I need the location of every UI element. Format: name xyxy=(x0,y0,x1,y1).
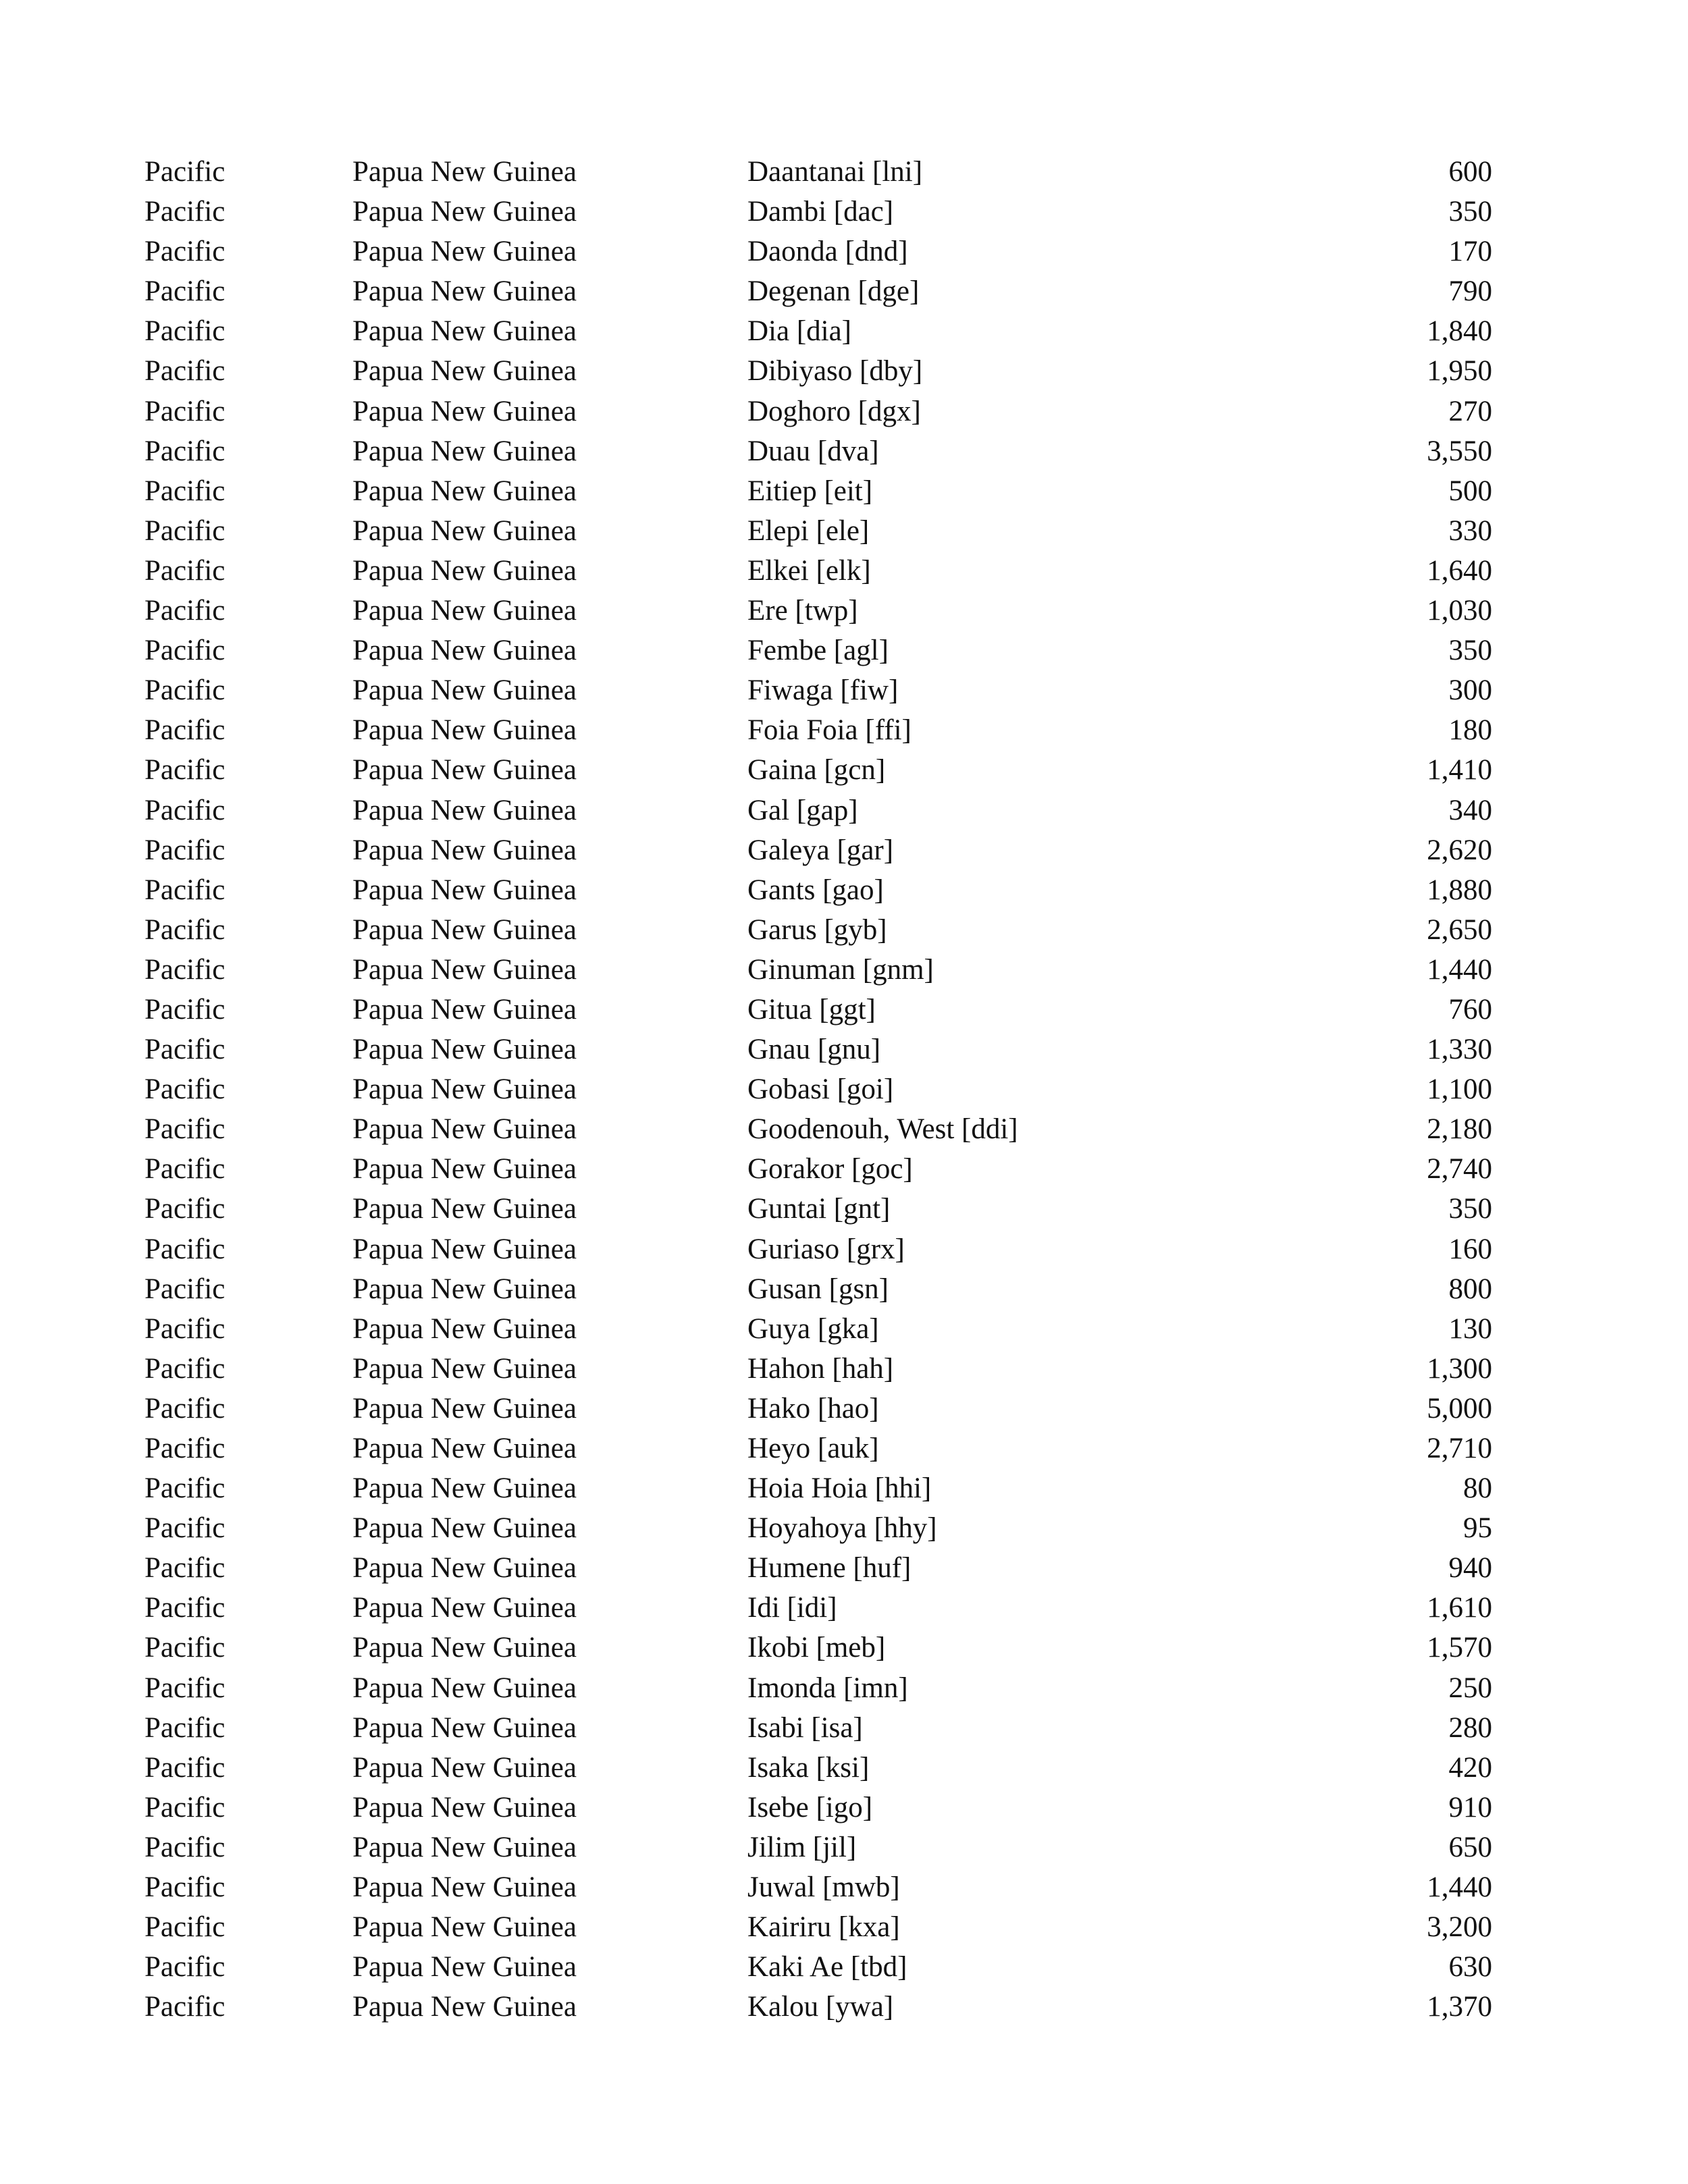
language-cell: Gants [gao] xyxy=(747,874,884,906)
population-cell: 1,370 xyxy=(1427,1991,1492,2023)
population-cell: 1,100 xyxy=(1427,1073,1492,1106)
population-cell: 170 xyxy=(1448,236,1492,268)
country-cell: Papua New Guinea xyxy=(352,674,577,707)
language-cell: Juwal [mwb] xyxy=(747,1871,900,1904)
language-cell: Gusan [gsn] xyxy=(747,1273,889,1305)
region-cell: Pacific xyxy=(144,1193,226,1225)
population-cell: 1,570 xyxy=(1427,1632,1492,1664)
population-cell: 800 xyxy=(1448,1273,1492,1305)
country-cell: Papua New Guinea xyxy=(352,1472,577,1505)
table-row xyxy=(0,1349,1688,1389)
language-cell: Daantanai [lni] xyxy=(747,156,923,188)
country-cell: Papua New Guinea xyxy=(352,595,577,627)
table-row xyxy=(0,1788,1688,1828)
region-cell: Pacific xyxy=(144,1352,226,1385)
language-cell: Elkei [elk] xyxy=(747,554,871,587)
country-cell: Papua New Guinea xyxy=(352,754,577,787)
country-cell: Papua New Guinea xyxy=(352,1632,577,1664)
population-cell: 180 xyxy=(1448,714,1492,747)
table-row xyxy=(0,950,1688,990)
population-cell: 910 xyxy=(1448,1791,1492,1823)
language-cell: Duau [dva] xyxy=(747,435,879,467)
country-cell: Papua New Guinea xyxy=(352,1512,577,1545)
language-cell: Eitiep [eit] xyxy=(747,475,873,507)
population-cell: 600 xyxy=(1448,156,1492,188)
country-cell: Papua New Guinea xyxy=(352,1113,577,1146)
population-cell: 1,880 xyxy=(1427,874,1492,906)
table-row xyxy=(0,192,1688,232)
population-cell: 790 xyxy=(1448,275,1492,308)
country-cell: Papua New Guinea xyxy=(352,1552,577,1584)
population-cell: 1,300 xyxy=(1427,1352,1492,1385)
table-row xyxy=(0,431,1688,471)
country-cell: Papua New Guinea xyxy=(352,1392,577,1424)
population-cell: 2,620 xyxy=(1427,834,1492,866)
country-cell: Papua New Guinea xyxy=(352,1831,577,1863)
region-cell: Pacific xyxy=(144,874,226,906)
region-cell: Pacific xyxy=(144,1592,226,1624)
population-cell: 650 xyxy=(1448,1831,1492,1863)
region-cell: Pacific xyxy=(144,1871,226,1904)
region-cell: Pacific xyxy=(144,1672,226,1704)
language-cell: Goodenouh, West [ddi] xyxy=(747,1113,1018,1146)
region-cell: Pacific xyxy=(144,1552,226,1584)
country-cell: Papua New Guinea xyxy=(352,196,577,228)
language-cell: Kairiru [kxa] xyxy=(747,1911,900,1944)
country-cell: Papua New Guinea xyxy=(352,1193,577,1225)
population-cell: 2,650 xyxy=(1427,913,1492,946)
table-row xyxy=(0,351,1688,391)
region-cell: Pacific xyxy=(144,1153,226,1186)
table-row xyxy=(0,392,1688,431)
table-row xyxy=(0,870,1688,910)
language-cell: Jilim [jil] xyxy=(747,1831,857,1863)
table-row xyxy=(0,311,1688,351)
table-row xyxy=(0,1389,1688,1429)
table-row xyxy=(0,1109,1688,1149)
population-cell: 940 xyxy=(1448,1552,1492,1584)
table-row xyxy=(0,1628,1688,1668)
language-cell: Imonda [imn] xyxy=(747,1672,908,1704)
region-cell: Pacific xyxy=(144,1472,226,1505)
table-row xyxy=(0,830,1688,870)
table-row xyxy=(0,1468,1688,1508)
language-cell: Hahon [hah] xyxy=(747,1352,894,1385)
population-cell: 3,550 xyxy=(1427,435,1492,467)
population-cell: 1,640 xyxy=(1427,554,1492,587)
region-cell: Pacific xyxy=(144,1233,226,1265)
population-cell: 80 xyxy=(1463,1472,1492,1505)
country-cell: Papua New Guinea xyxy=(352,1352,577,1385)
language-cell: Hako [hao] xyxy=(747,1392,879,1424)
table-row xyxy=(0,1867,1688,1907)
region-cell: Pacific xyxy=(144,595,226,627)
region-cell: Pacific xyxy=(144,475,226,507)
country-cell: Papua New Guinea xyxy=(352,1592,577,1624)
country-cell: Papua New Guinea xyxy=(352,275,577,308)
population-cell: 1,950 xyxy=(1427,355,1492,388)
country-cell: Papua New Guinea xyxy=(352,156,577,188)
region-cell: Pacific xyxy=(144,435,226,467)
country-cell: Papua New Guinea xyxy=(352,635,577,667)
country-cell: Papua New Guinea xyxy=(352,1153,577,1186)
table-row xyxy=(0,232,1688,271)
region-cell: Pacific xyxy=(144,635,226,667)
table-row xyxy=(0,1229,1688,1269)
region-cell: Pacific xyxy=(144,1273,226,1305)
country-cell: Papua New Guinea xyxy=(352,1871,577,1904)
population-cell: 300 xyxy=(1448,674,1492,707)
language-cell: Daonda [dnd] xyxy=(747,236,908,268)
table-row xyxy=(0,1189,1688,1229)
language-cell: Guntai [gnt] xyxy=(747,1193,891,1225)
language-cell: Fiwaga [fiw] xyxy=(747,674,899,707)
language-cell: Ere [twp] xyxy=(747,595,858,627)
language-cell: Gal [gap] xyxy=(747,794,858,826)
language-cell: Hoia Hoia [hhi] xyxy=(747,1472,932,1505)
language-cell: Elepi [ele] xyxy=(747,514,870,547)
language-cell: Dambi [dac] xyxy=(747,196,894,228)
table-row xyxy=(0,670,1688,710)
language-cell: Foia Foia [ffi] xyxy=(747,714,912,747)
country-cell: Papua New Guinea xyxy=(352,834,577,866)
region-cell: Pacific xyxy=(144,395,226,427)
population-cell: 3,200 xyxy=(1427,1911,1492,1944)
country-cell: Papua New Guinea xyxy=(352,1711,577,1744)
language-table xyxy=(0,152,1688,2027)
population-cell: 2,180 xyxy=(1427,1113,1492,1146)
country-cell: Papua New Guinea xyxy=(352,395,577,427)
language-cell: Ginuman [gnm] xyxy=(747,953,934,986)
language-cell: Gitua [ggt] xyxy=(747,993,876,1026)
table-row xyxy=(0,750,1688,790)
population-cell: 1,330 xyxy=(1427,1034,1492,1066)
table-row xyxy=(0,1987,1688,2027)
language-cell: Ikobi [meb] xyxy=(747,1632,886,1664)
region-cell: Pacific xyxy=(144,156,226,188)
country-cell: Papua New Guinea xyxy=(352,1751,577,1784)
region-cell: Pacific xyxy=(144,514,226,547)
region-cell: Pacific xyxy=(144,554,226,587)
country-cell: Papua New Guinea xyxy=(352,1233,577,1265)
language-cell: Dibiyaso [dby] xyxy=(747,355,923,388)
language-cell: Isebe [igo] xyxy=(747,1791,873,1823)
table-row xyxy=(0,1030,1688,1069)
language-cell: Fembe [agl] xyxy=(747,635,889,667)
country-cell: Papua New Guinea xyxy=(352,913,577,946)
population-cell: 330 xyxy=(1448,514,1492,547)
language-cell: Degenan [dge] xyxy=(747,275,920,308)
population-cell: 340 xyxy=(1448,794,1492,826)
population-cell: 350 xyxy=(1448,635,1492,667)
country-cell: Papua New Guinea xyxy=(352,554,577,587)
table-row xyxy=(0,271,1688,311)
population-cell: 500 xyxy=(1448,475,1492,507)
region-cell: Pacific xyxy=(144,674,226,707)
region-cell: Pacific xyxy=(144,1951,226,1983)
table-row xyxy=(0,1708,1688,1748)
table-row xyxy=(0,1149,1688,1189)
language-cell: Garus [gyb] xyxy=(747,913,887,946)
population-cell: 280 xyxy=(1448,1711,1492,1744)
table-row xyxy=(0,1828,1688,1867)
population-cell: 2,710 xyxy=(1427,1433,1492,1464)
table-row xyxy=(0,910,1688,950)
region-cell: Pacific xyxy=(144,355,226,388)
table-row xyxy=(0,591,1688,631)
region-cell: Pacific xyxy=(144,1312,226,1345)
country-cell: Papua New Guinea xyxy=(352,475,577,507)
language-cell: Gaina [gcn] xyxy=(747,754,886,787)
population-cell: 5,000 xyxy=(1427,1392,1492,1424)
country-cell: Papua New Guinea xyxy=(352,236,577,268)
language-cell: Hoyahoya [hhy] xyxy=(747,1512,937,1545)
country-cell: Papua New Guinea xyxy=(352,1791,577,1823)
country-cell: Papua New Guinea xyxy=(352,514,577,547)
language-cell: Galeya [gar] xyxy=(747,834,894,866)
table-row xyxy=(0,1429,1688,1468)
population-cell: 1,840 xyxy=(1427,315,1492,348)
population-cell: 270 xyxy=(1448,395,1492,427)
region-cell: Pacific xyxy=(144,1991,226,2023)
table-row xyxy=(0,631,1688,670)
population-cell: 350 xyxy=(1448,196,1492,228)
region-cell: Pacific xyxy=(144,196,226,228)
language-cell: Isabi [isa] xyxy=(747,1711,863,1744)
language-cell: Dia [dia] xyxy=(747,315,852,348)
country-cell: Papua New Guinea xyxy=(352,714,577,747)
region-cell: Pacific xyxy=(144,1433,226,1464)
region-cell: Pacific xyxy=(144,794,226,826)
country-cell: Papua New Guinea xyxy=(352,435,577,467)
region-cell: Pacific xyxy=(144,1512,226,1545)
language-cell: Gobasi [goi] xyxy=(747,1073,894,1106)
table-row xyxy=(0,1309,1688,1349)
table-row xyxy=(0,152,1688,192)
population-cell: 1,610 xyxy=(1427,1592,1492,1624)
population-cell: 350 xyxy=(1448,1193,1492,1225)
region-cell: Pacific xyxy=(144,1831,226,1863)
region-cell: Pacific xyxy=(144,1034,226,1066)
table-row xyxy=(0,1269,1688,1309)
region-cell: Pacific xyxy=(144,315,226,348)
population-cell: 1,440 xyxy=(1427,953,1492,986)
region-cell: Pacific xyxy=(144,834,226,866)
country-cell: Papua New Guinea xyxy=(352,1991,577,2023)
language-cell: Kaki Ae [tbd] xyxy=(747,1951,907,1983)
table-row xyxy=(0,1947,1688,1987)
population-cell: 1,410 xyxy=(1427,754,1492,787)
country-cell: Papua New Guinea xyxy=(352,315,577,348)
region-cell: Pacific xyxy=(144,993,226,1026)
population-cell: 2,740 xyxy=(1427,1153,1492,1186)
population-cell: 130 xyxy=(1448,1312,1492,1345)
table-row xyxy=(0,511,1688,551)
region-cell: Pacific xyxy=(144,1711,226,1744)
table-row xyxy=(0,791,1688,830)
population-cell: 160 xyxy=(1448,1233,1492,1265)
country-cell: Papua New Guinea xyxy=(352,1672,577,1704)
region-cell: Pacific xyxy=(144,1113,226,1146)
population-cell: 760 xyxy=(1448,993,1492,1026)
country-cell: Papua New Guinea xyxy=(352,1911,577,1944)
table-row xyxy=(0,551,1688,591)
region-cell: Pacific xyxy=(144,1392,226,1424)
language-cell: Isaka [ksi] xyxy=(747,1751,870,1784)
country-cell: Papua New Guinea xyxy=(352,1073,577,1106)
table-row xyxy=(0,1548,1688,1588)
table-row xyxy=(0,1069,1688,1109)
language-cell: Doghoro [dgx] xyxy=(747,395,921,427)
country-cell: Papua New Guinea xyxy=(352,1273,577,1305)
language-cell: Guya [gka] xyxy=(747,1312,879,1345)
table-row xyxy=(0,990,1688,1030)
region-cell: Pacific xyxy=(144,1073,226,1106)
region-cell: Pacific xyxy=(144,1632,226,1664)
region-cell: Pacific xyxy=(144,1911,226,1944)
region-cell: Pacific xyxy=(144,754,226,787)
language-cell: Heyo [auk] xyxy=(747,1433,879,1464)
table-row xyxy=(0,1588,1688,1628)
language-cell: Gorakor [goc] xyxy=(747,1153,913,1186)
country-cell: Papua New Guinea xyxy=(352,993,577,1026)
table-row xyxy=(0,1508,1688,1548)
country-cell: Papua New Guinea xyxy=(352,874,577,906)
language-cell: Idi [idi] xyxy=(747,1592,837,1624)
region-cell: Pacific xyxy=(144,1791,226,1823)
population-cell: 95 xyxy=(1463,1512,1492,1545)
language-cell: Gnau [gnu] xyxy=(747,1034,881,1066)
population-cell: 1,030 xyxy=(1427,595,1492,627)
population-cell: 420 xyxy=(1448,1751,1492,1784)
language-cell: Humene [huf] xyxy=(747,1552,912,1584)
region-cell: Pacific xyxy=(144,953,226,986)
country-cell: Papua New Guinea xyxy=(352,794,577,826)
population-cell: 630 xyxy=(1448,1951,1492,1983)
table-row xyxy=(0,1907,1688,1947)
table-row xyxy=(0,471,1688,511)
population-cell: 250 xyxy=(1448,1672,1492,1704)
table-row xyxy=(0,710,1688,750)
language-cell: Kalou [ywa] xyxy=(747,1991,894,2023)
region-cell: Pacific xyxy=(144,1751,226,1784)
country-cell: Papua New Guinea xyxy=(352,1312,577,1345)
country-cell: Papua New Guinea xyxy=(352,1034,577,1066)
country-cell: Papua New Guinea xyxy=(352,355,577,388)
region-cell: Pacific xyxy=(144,236,226,268)
country-cell: Papua New Guinea xyxy=(352,1433,577,1464)
country-cell: Papua New Guinea xyxy=(352,1951,577,1983)
population-cell: 1,440 xyxy=(1427,1871,1492,1904)
language-cell: Guriaso [grx] xyxy=(747,1233,905,1265)
table-row xyxy=(0,1748,1688,1788)
country-cell: Papua New Guinea xyxy=(352,953,577,986)
region-cell: Pacific xyxy=(144,913,226,946)
region-cell: Pacific xyxy=(144,275,226,308)
region-cell: Pacific xyxy=(144,714,226,747)
table-row xyxy=(0,1668,1688,1708)
